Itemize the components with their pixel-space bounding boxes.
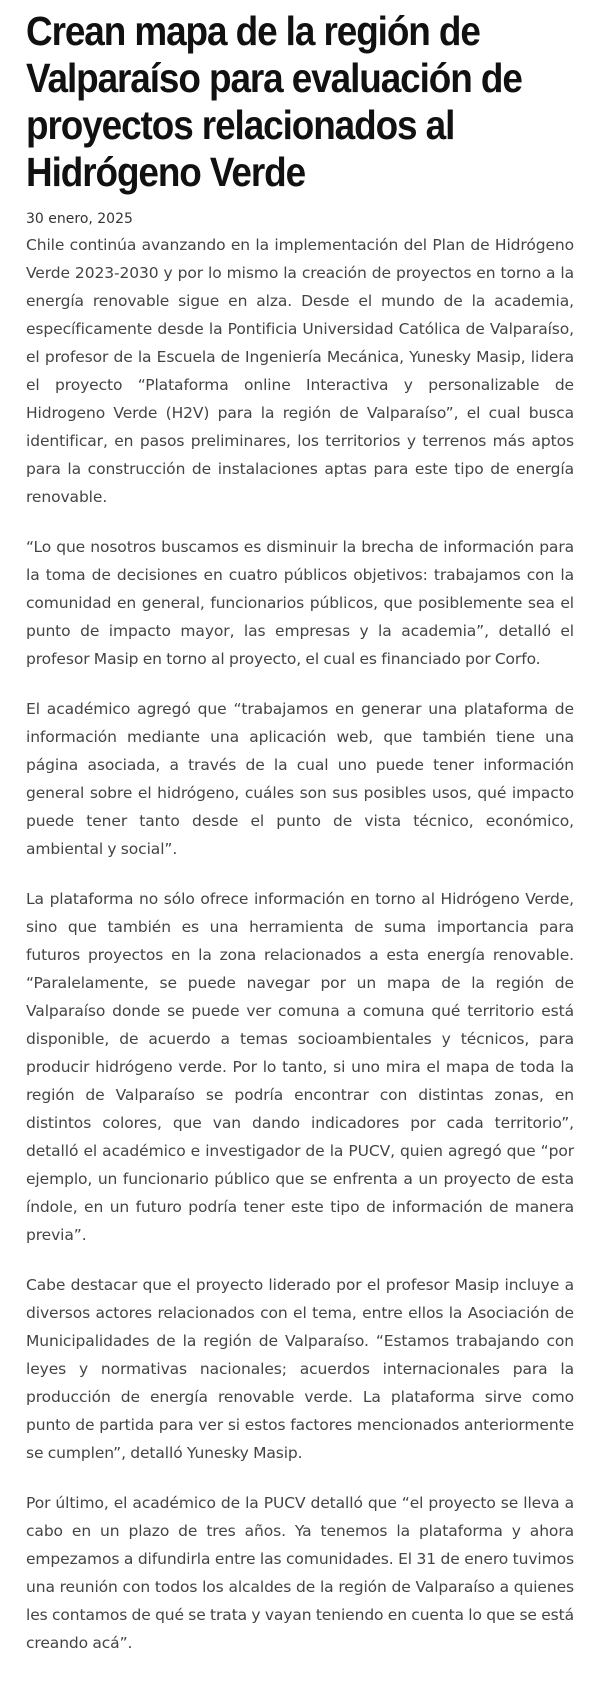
article-paragraph-2: “Lo que nosotros buscamos es disminuir la brecha de información para la toma de decisiones en cuatro públicos objetivos: trabajamos con la comunidad en general, funcionarios públicos, que posiblemente sea el punto de impacto mayor, las empresas y la academia”, detalló el profesor Masip en torno al proyecto, el cual es financiado por Corfo. <box>26 538 574 668</box>
article-paragraph-3: El académico agregó que “trabajamos en generar una plataforma de información mediante una aplicación web, que también tiene una página asociada, a través de la cual uno puede tener información general sobre el hidrógeno, cuáles son sus posibles usos, qué impacto puede tener tanto desde el punto de vista técnico, económico, ambiental y social”. <box>26 700 574 858</box>
article-title: Crean mapa de la región de Valparaíso para evaluación de proyectos relacionados al Hidrógeno Verde <box>26 8 522 195</box>
article-paragraph-5: Cabe destacar que el proyecto liderado por el profesor Masip incluye a diversos actores relacionados con el tema, entre ellos la Asociación de Municipalidades de la región de Valparaíso. “Estamos trabajando con leyes y normativas nacionales; acuerdos internacionales para la producción de energía renovable verde. La plataforma sirve como punto de partida para ver si estos factores mencionados anteriormente se cumplen”, detalló Yunesky Masip. <box>26 1276 574 1462</box>
article-paragraph-4: La plataforma no sólo ofrece información en torno al Hidrógeno Verde, sino que también es una herramienta de suma importancia para futuros proyectos en la zona relacionados a esta energía renovable. “Paralelamente, se puede navegar por un mapa de la región de Valparaíso donde se puede ver comuna a comuna qué territorio está disponible, de acuerdo a temas socioambientales y técnicos, para producir hidrógeno verde. Por lo tanto, si uno mira el mapa de toda la región de Valparaíso se podría encontrar con distintas zonas, en distintos colores, que van dando indicadores por cada territorio”, detalló el académico e investigador de la PUCV, quien agregó que “por ejemplo, un funcionario público que se enfrenta a un proyecto de esta índole, en un futuro podría tener este tipo de información de manera previa”. <box>26 890 574 1244</box>
article-date: 30 enero, 2025 <box>26 211 133 227</box>
article-paragraph-1: Chile continúa avanzando en la implementación del Plan de Hidrógeno Verde 2023-2030 y por lo mismo la creación de proyectos en torno a la energía renovable sigue en alza. Desde el mundo de la academia, específicamente desde la Pontificia Universidad Católica de Valparaíso, el profesor de la Escuela de Ingeniería Mecánica, Yunesky Masip, lidera el proyecto “Plataforma online Interactiva y personalizable de Hidrogeno Verde (H2V) para la región de Valparaíso”, el cual busca identificar, en pasos preliminares, los territorios y terrenos más aptos para la construcción de instalaciones aptas para este tipo de energía renovable. <box>26 236 574 506</box>
article-paragraph-6: Por último, el académico de la PUCV detalló que “el proyecto se lleva a cabo en un plazo de tres años. Ya tenemos la plataforma y ahora empezamos a difundirla entre las comunidades. El 31 de enero tuvimos una reunión con todos los alcaldes de la región de Valparaíso a quienes les contamos de qué se trata y vayan teniendo en cuenta lo que se está creando acá”. <box>26 1494 574 1652</box>
